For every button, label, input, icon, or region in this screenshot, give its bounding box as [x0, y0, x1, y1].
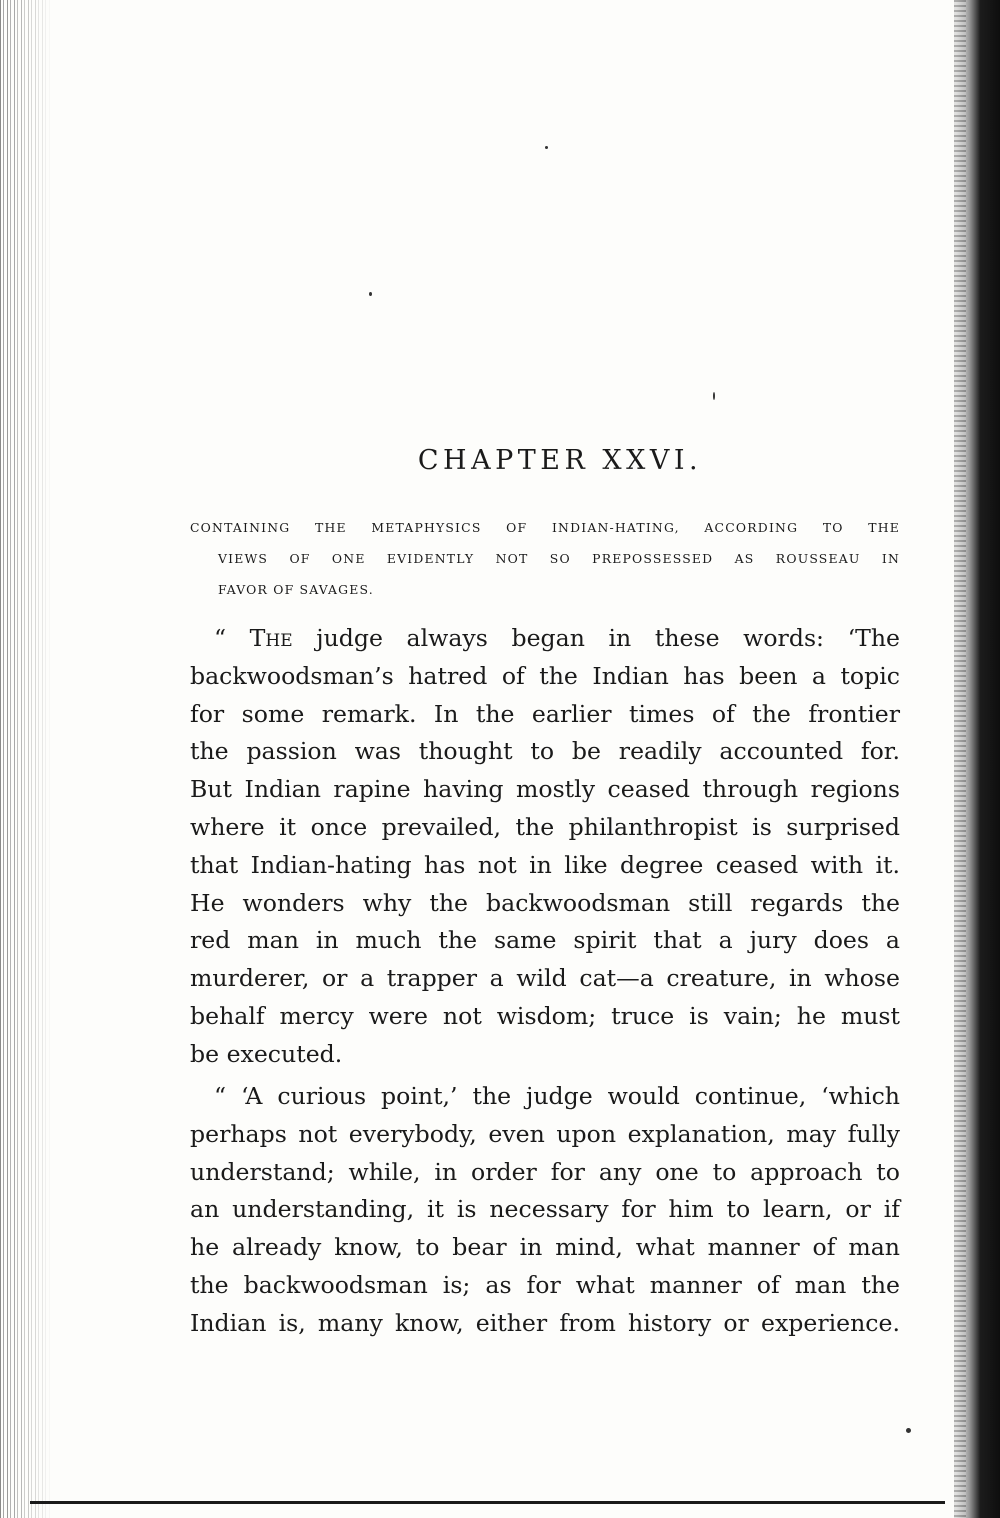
text-line: for some remark. In the earlier times of the frontier: [190, 699, 900, 728]
bottom-edge-line: [30, 1501, 945, 1504]
opening-quote: “: [214, 624, 250, 652]
text-line: be executed.: [190, 1039, 343, 1068]
paragraph-1: [190, 620, 900, 1074]
paragraph-2: [190, 1078, 900, 1343]
binding-gutter: [0, 0, 52, 1518]
scan-speck: [369, 292, 372, 296]
text-line: that Indian-hating has not in like degree ceased with it.: [190, 850, 900, 879]
text-line: understand; while, in order for any one to approach to: [190, 1157, 900, 1186]
text-line: behalf mercy were not wisdom; truce is vain; he must: [190, 1001, 900, 1030]
paragraph-first-line: [190, 620, 900, 658]
text-line: he already know, to bear in mind, what manner of man: [190, 1233, 900, 1262]
scan-speck: [906, 1428, 911, 1433]
summary-line: FAVOR OF SAVAGES.: [218, 582, 374, 597]
scan-speck: [713, 392, 715, 400]
scan-speck: [545, 146, 548, 149]
summary-line: CONTAINING THE METAPHYSICS OF INDIAN-HATING, ACCORDING TO THE: [190, 520, 900, 535]
text-line: “ ‘A curious point,’ the judge would continue, ‘which: [214, 1082, 900, 1110]
text-line: the passion was thought to be readily accounted for.: [190, 737, 900, 766]
first-line-rest: judge always began in these words: ‘The: [292, 624, 900, 652]
text-line: backwoodsman’s hatred of the Indian has been a topic: [190, 661, 900, 690]
opening-word: The: [249, 624, 293, 652]
page-edge-texture: [954, 0, 966, 1518]
text-line: He wonders why the backwoodsman still regards the: [190, 888, 900, 917]
text-line: the backwoodsman is; as for what manner of man the: [190, 1270, 900, 1299]
text-line: perhaps not everybody, even upon explanation, may fully: [190, 1119, 900, 1148]
chapter-summary: [190, 512, 900, 605]
text-line: Indian is, many know, either from history or experience.: [190, 1308, 900, 1337]
text-line: red man in much the same spirit that a jury does a: [190, 926, 900, 955]
text-line: where it once prevailed, the philanthropist is surprised: [190, 812, 900, 841]
chapter-title: CHAPTER XXVI.: [417, 445, 703, 476]
text-line: murderer, or a trapper a wild cat—a creature, in whose: [190, 964, 900, 993]
summary-line: VIEWS OF ONE EVIDENTLY NOT SO PREPOSSESSED AS ROUSSEAU IN: [218, 551, 900, 566]
text-line: But Indian rapine having mostly ceased through regions: [190, 775, 900, 804]
text-line: an understanding, it is necessary for him to learn, or if: [190, 1195, 900, 1224]
